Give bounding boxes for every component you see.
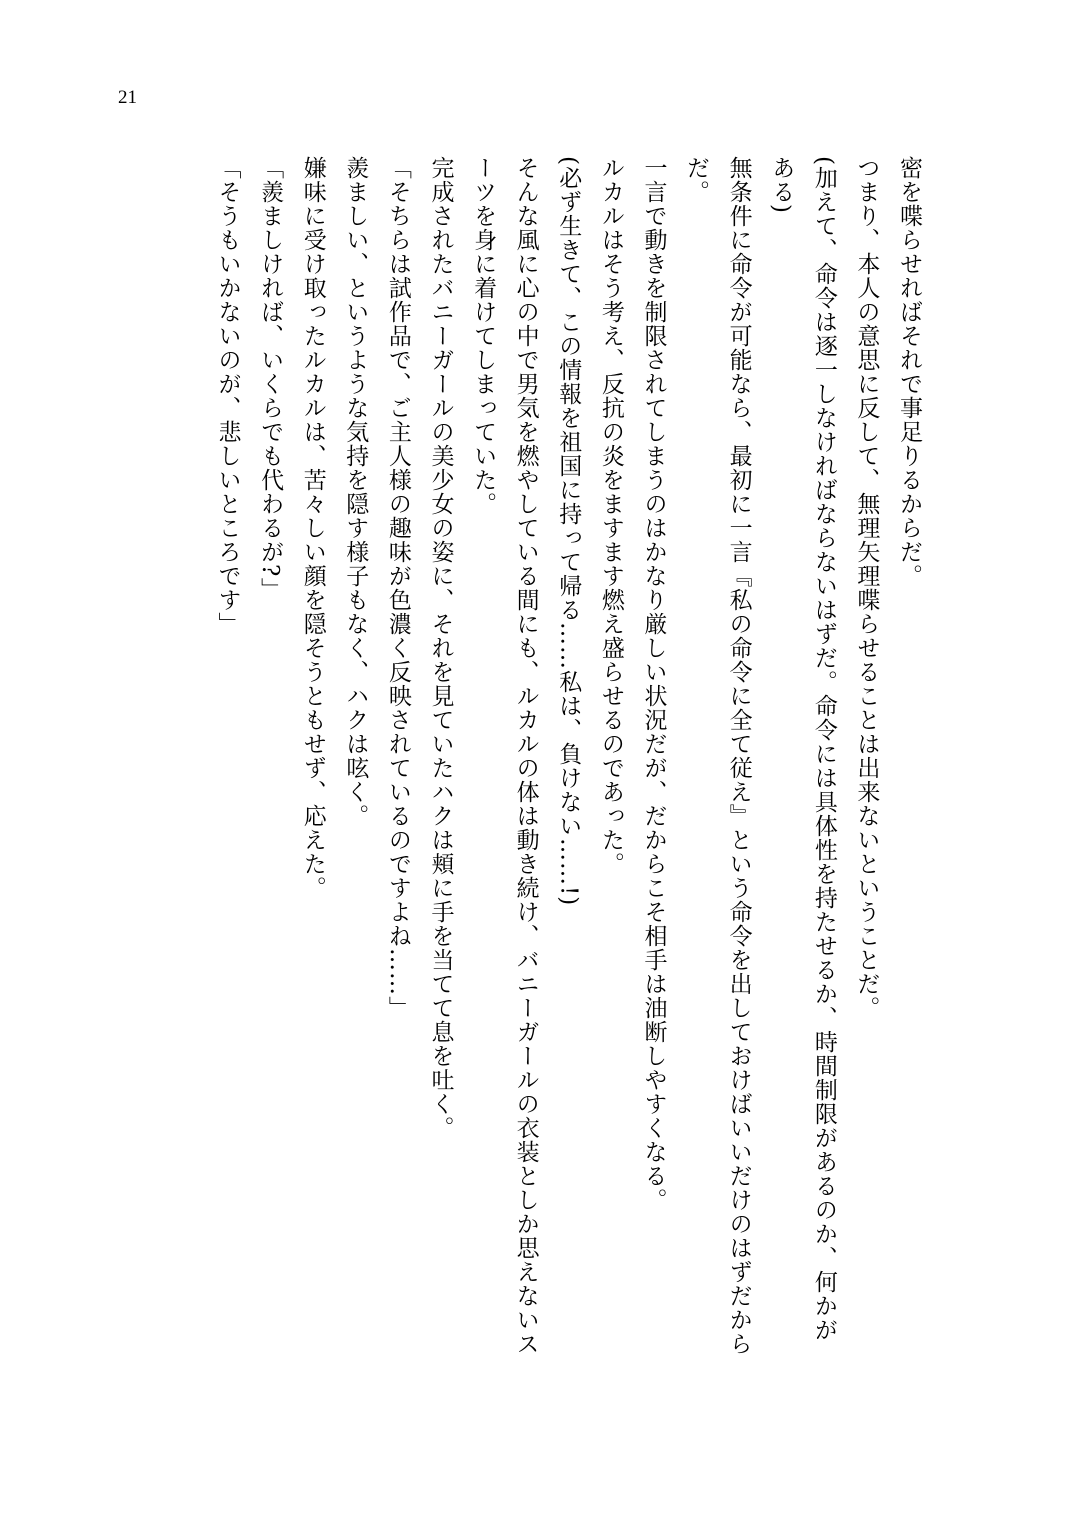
text-line: ルカルはそう考え、反抗の炎をますます燃え盛らせるのであった。 [597,156,624,876]
text-line: ーツを身に着けてしまっていた。 [470,156,497,516]
text-line: 完成されたバニーガールの美少女の姿に、それを見ていたハクは頬に手を当てて息を吐く。 [427,156,454,1140]
text-line: 「そうもいかないのが、悲しいところです」 [214,156,241,636]
text-line: (加えて、命令は逐一しなければならないはずだ。命令には具体性を持たせるか、時間制限があるのか、何かが [810,156,837,1342]
text-line: (必ず生きて、この情報を祖国に持って帰る……私は、負けない……!) [555,156,582,907]
text-line: 嫌味に受け取ったルカルは、苦々しい顔を隠そうともせず、応えた。 [299,156,326,900]
text-line: 密を喋らせればそれで事足りるからだ。 [896,156,922,588]
body-text [206,156,930,1386]
text-line: 一言で動きを制限されてしまうのはかなり厳しい状況だが、だからこそ相手は油断しやすくなる。 [640,156,667,1212]
page-number: 21 [118,87,137,108]
text-line: 羨ましい、というような気持を隠す様子もなく、ハクは呟く。 [342,156,369,828]
text-line: ある) [768,156,795,214]
text-line: だ。 [683,156,710,204]
text-line: つまり、本人の意思に反して、無理矢理喋らせることは出来ないということだ。 [853,156,880,1020]
text-line: 「そちらは試作品で、ご主人様の趣味が色濃く反映されているのですよね……」 [384,156,411,1020]
text-line: そんな風に心の中で男気を燃やしている間にも、ルカルの体は動き続け、バニーガールの衣装としか思えないス [512,156,539,1356]
text-line: 無条件に命令が可能なら、最初に一言『私の命令に全て従え』という命令を出しておけばいいだけのはずだから [725,156,752,1356]
text-line: 「羨ましければ、いくらでも代わるが?」 [257,156,284,602]
